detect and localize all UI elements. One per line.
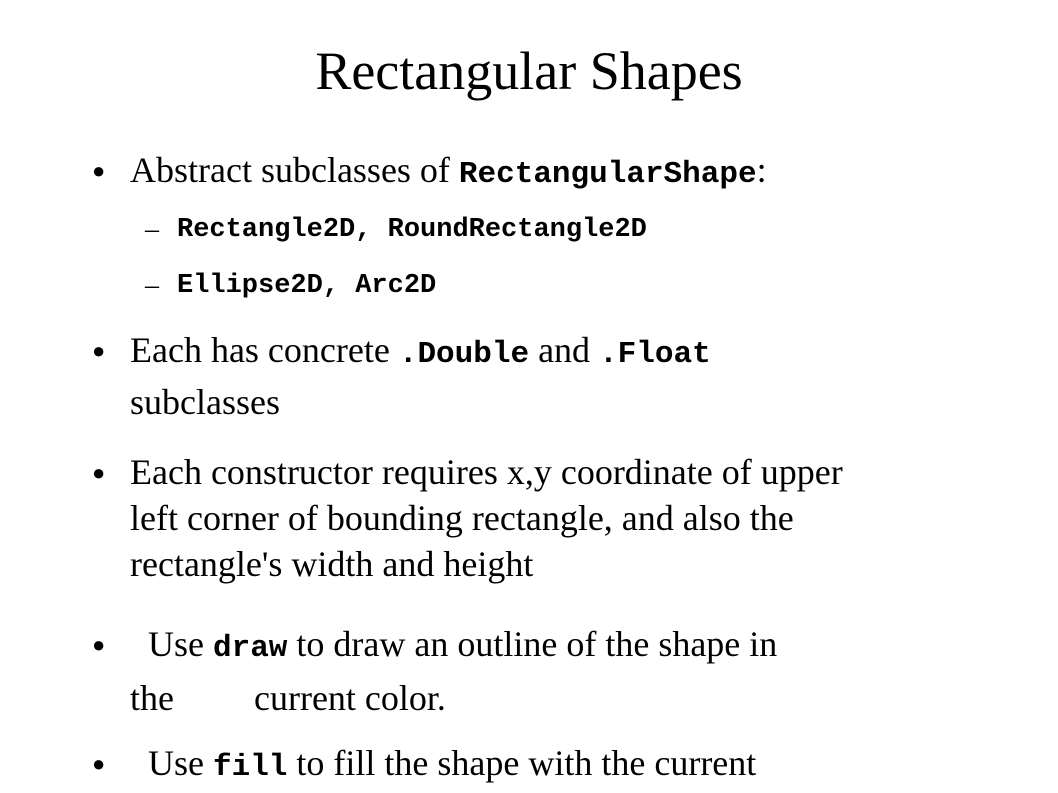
code-fill: fill <box>213 750 288 785</box>
sub-bullet-text: Rectangle2D, RoundRectangle2D <box>177 215 647 245</box>
bullet-text-line2: left corner of bounding rectangle, and also the <box>130 498 794 538</box>
bullet-text-line1: Each constructor requires x,y coordinate of upper <box>130 452 843 492</box>
code-double: .Double <box>398 337 530 372</box>
code-draw: draw <box>213 631 288 666</box>
bullet-text-line1: Use draw to draw an outline of the shape in <box>130 624 778 666</box>
dash-icon: – <box>145 270 159 301</box>
slide-title: Rectangular Shapes <box>315 41 743 101</box>
bullet-icon: ● <box>92 158 106 183</box>
bullet-text-line1: Each has concrete .Double and .Float <box>130 330 711 372</box>
bullet-text-line2: the current color. <box>130 678 446 718</box>
code-rectangularshape: RectangularShape <box>458 157 757 192</box>
bullet-text-line1: Use fill to fill the shape with the current <box>130 743 757 785</box>
bullet-text-line2: subclasses <box>130 382 280 422</box>
dash-icon: – <box>145 214 159 245</box>
bullet-icon: ● <box>92 338 106 363</box>
bullet-icon: ● <box>92 751 106 776</box>
bullet-text: Abstract subclasses of RectangularShape: <box>130 150 767 192</box>
sub-bullet-text: Ellipse2D, Arc2D <box>177 271 437 301</box>
bullet-text-line3: rectangle's width and height <box>130 544 534 584</box>
bullet-icon: ● <box>92 460 106 485</box>
bullet-icon: ● <box>92 632 106 657</box>
code-float: .Float <box>599 337 711 372</box>
